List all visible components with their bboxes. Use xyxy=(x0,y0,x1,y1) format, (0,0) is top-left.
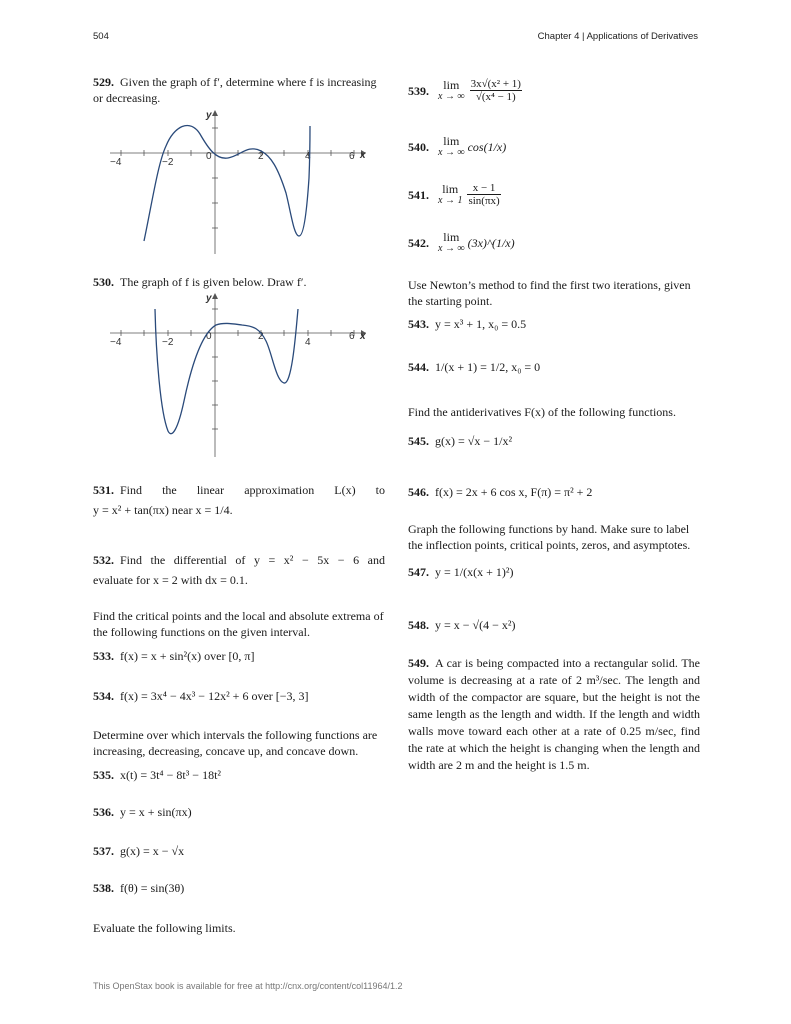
tick-label: 6 xyxy=(349,151,355,162)
section-intro-newton: Use Newton’s method to find the first two iterations, given the starting point. xyxy=(408,278,691,308)
graph-530 xyxy=(108,291,373,461)
tick-label: −2 xyxy=(162,157,174,168)
section-intro-intervals: Determine over which intervals the following functions are increasing, decreasing, concave up, and concave down. xyxy=(93,728,378,758)
problem-543: 543. y = x³ + 1, x₀ = 0.5 xyxy=(408,317,527,331)
section-intro-graphing: Graph the following functions by hand. Make sure to label the inflection points, critical points, zeros, and asymptotes. xyxy=(408,522,691,552)
tick-label: 6 xyxy=(349,331,355,342)
problem-547: 547. y = 1/(x(x + 1)²) xyxy=(408,565,514,579)
section-intro-limits: Evaluate the following limits. xyxy=(93,921,236,935)
tick-label: 4 xyxy=(305,337,311,348)
section-intro-extrema: Find the critical points and the local and absolute extrema of the following functions on the given interval. xyxy=(93,609,384,639)
problem-530: 530. The graph of f is given below. Draw f′. xyxy=(93,275,307,289)
tick-label: −4 xyxy=(110,337,122,348)
section-intro-antiderivatives: Find the antiderivatives F(x) of the following functions. xyxy=(408,405,676,419)
problem-542: 542. lim x → ∞ (3x)^(1/x) xyxy=(408,230,515,254)
y-axis-label: y xyxy=(206,110,212,121)
tick-label: 0 xyxy=(206,151,212,162)
problem-546: 546. f(x) = 2x + 6 cos x, F(π) = π² + 2 xyxy=(408,485,593,499)
chapter-title: Chapter 4 | Applications of Derivatives xyxy=(537,31,698,42)
problem-533: 533. f(x) = x + sin²(x) over [0, π] xyxy=(93,649,255,663)
problem-538: 538. f(θ) = sin(3θ) xyxy=(93,881,185,895)
problem-531-line1: 531. Find the linear approximation L(x) to xyxy=(93,483,385,497)
problem-541: 541. lim x → 1 $\frac{x - 1}{\sin(\pi x)}$ xyxy=(408,181,500,207)
problem-548: 548. y = x − √(4 − x²) xyxy=(408,618,516,632)
problem-537: 537. g(x) = x − √x xyxy=(93,844,185,858)
page-number: 504 xyxy=(93,31,109,42)
graph-529 xyxy=(108,108,373,258)
x-axis-label: x xyxy=(360,331,366,342)
tick-label: 4 xyxy=(305,151,311,162)
tick-label: −2 xyxy=(162,337,174,348)
x-axis-label: x xyxy=(360,150,366,161)
y-axis-label: y xyxy=(206,293,212,304)
tick-label: 2 xyxy=(258,151,264,162)
problem-539: 539. lim x → ∞ $\frac{\text{3x√(x² + 1)}}{\text{√(x⁴ − 1)}}$ xyxy=(408,77,521,103)
problem-531-line2: y = x² + tan(πx) near x = 1/4. xyxy=(93,503,233,517)
problem-549: 549. A car is being compacted into a rectangular solid. The volume is decreasing at a rate of 2 m³/sec. The length and width of the compactor are square, but the height is not the same length as the length and width. If the length and width walls move toward each other at a rate of 0.25 m/sec, find the rate at which the height is changing when the length and width are 2 m and the height is 1.5 m. xyxy=(408,656,700,772)
tick-label: 2 xyxy=(258,331,264,342)
problem-529: 529. Given the graph of f′, determine where f is increasing or decreasing. xyxy=(93,75,377,105)
problem-532-line2: evaluate for x = 2 with dx = 0.1. xyxy=(93,573,248,587)
tick-label: −4 xyxy=(110,157,122,168)
problem-536: 536. y = x + sin(πx) xyxy=(93,805,192,819)
problem-544: 544. 1/(x + 1) = 1/2, x₀ = 0 xyxy=(408,360,541,374)
footer-note: This OpenStax book is available for free at http://cnx.org/content/col11964/1.2 xyxy=(93,981,403,991)
problem-535: 535. x(t) = 3t⁴ − 8t³ − 18t² xyxy=(93,768,222,782)
problem-534: 534. f(x) = 3x⁴ − 4x³ − 12x² + 6 over [−3, 3] xyxy=(93,689,309,703)
problem-532-line1: 532. Find the differential of y = x² − 5x − 6 and xyxy=(93,553,385,567)
tick-label: 0 xyxy=(206,331,212,342)
problem-540: 540. lim x → ∞ cos(1/x) xyxy=(408,134,507,158)
problem-545: 545. g(x) = √x − 1/x² xyxy=(408,434,513,448)
